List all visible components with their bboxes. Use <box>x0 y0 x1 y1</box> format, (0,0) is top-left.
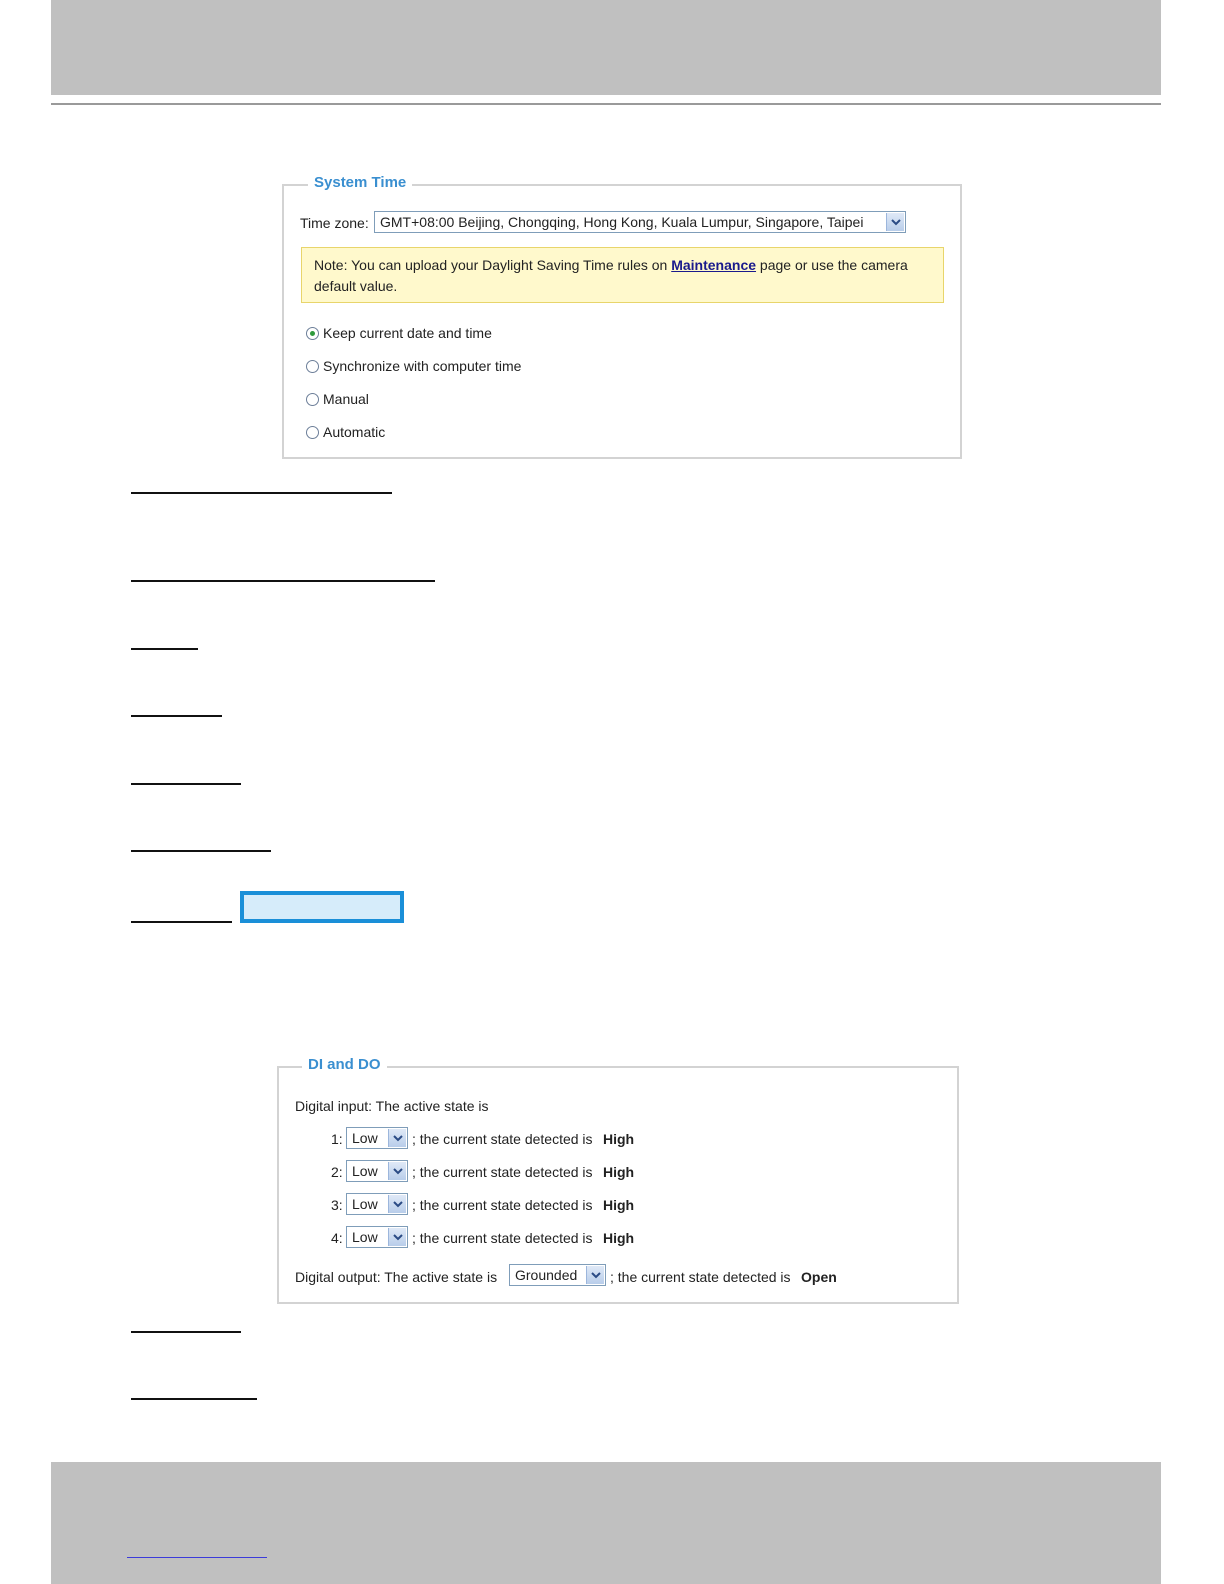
heading-underline <box>131 783 241 785</box>
chevron-down-icon[interactable] <box>388 1228 406 1246</box>
heading-underline <box>131 580 435 582</box>
dst-note-text: Note: You can upload your Daylight Saving Time rules on <box>314 257 672 273</box>
radio-unchecked-icon[interactable] <box>306 426 319 439</box>
system-time-legend <box>308 174 412 192</box>
radio-option-manual[interactable] <box>306 391 369 407</box>
radio-label: Automatic <box>323 424 386 440</box>
system-time-legend-text: System Time <box>314 174 407 191</box>
heading-underline <box>131 1331 241 1333</box>
radio-unchecked-icon[interactable] <box>306 393 319 406</box>
output-detected-text: ; the current state detected is <box>610 1269 791 1285</box>
detected-text: ; the current state detected is <box>412 1131 593 1147</box>
input-index: 2: <box>331 1164 343 1180</box>
dst-note-suffix: page or use the camera default value. <box>314 257 908 294</box>
input-4-state-select[interactable] <box>346 1226 408 1248</box>
select-value: Low <box>352 1163 378 1179</box>
radio-label: Keep current date and time <box>323 325 492 341</box>
output-detected-value: Open <box>801 1269 837 1285</box>
detected-value: High <box>603 1197 635 1213</box>
digital-input-label: Digital input: The active state is <box>295 1098 489 1114</box>
di-do-legend <box>302 1056 387 1074</box>
detected-text: ; the current state detected is <box>412 1164 593 1180</box>
heading-underline <box>131 850 271 852</box>
select-value: Low <box>352 1196 378 1212</box>
output-state-select[interactable] <box>509 1264 606 1286</box>
chevron-down-icon[interactable] <box>388 1195 406 1213</box>
input-index: 3: <box>331 1197 343 1213</box>
di-do-panel <box>277 1056 959 1304</box>
detected-text: ; the current state detected is <box>412 1230 593 1246</box>
input-2-state-select[interactable] <box>346 1160 408 1182</box>
heading-underline <box>131 492 392 494</box>
radio-checked-icon[interactable] <box>306 327 319 340</box>
radio-option-keep[interactable] <box>306 325 492 341</box>
radio-option-sync[interactable] <box>306 358 521 374</box>
radio-unchecked-icon[interactable] <box>306 360 319 373</box>
timezone-label: Time zone: <box>300 215 369 231</box>
select-value: Grounded <box>515 1267 578 1283</box>
input-3-state-select[interactable] <box>346 1193 408 1215</box>
detected-value: High <box>603 1164 635 1180</box>
chevron-down-icon[interactable] <box>388 1129 406 1147</box>
digital-output-label: Digital output: The active state is <box>295 1269 498 1285</box>
input-index: 4: <box>331 1230 343 1246</box>
heading-underline <box>131 1398 257 1400</box>
maintenance-link[interactable]: Maintenance <box>671 257 757 273</box>
page-footer-band <box>51 1462 1161 1584</box>
dst-note <box>301 247 944 303</box>
header-divider <box>51 103 1161 105</box>
select-value: Low <box>352 1229 378 1245</box>
di-do-legend-text: DI and DO <box>308 1056 381 1073</box>
timezone-select[interactable] <box>374 211 906 233</box>
input-index: 1: <box>331 1131 343 1147</box>
detected-value: High <box>603 1230 635 1246</box>
page-header-band <box>51 0 1161 95</box>
heading-underline <box>131 648 198 650</box>
heading-underline <box>131 921 232 923</box>
heading-underline <box>131 715 222 717</box>
radio-label: Synchronize with computer time <box>323 358 522 374</box>
timezone-select-value: GMT+08:00 Beijing, Chongqing, Hong Kong, Kuala Lumpur, Singapore, Taipei <box>380 214 864 230</box>
select-value: Low <box>352 1130 378 1146</box>
system-time-panel <box>282 174 962 459</box>
footer-link-underline[interactable] <box>127 1557 267 1558</box>
input-1-state-select[interactable] <box>346 1127 408 1149</box>
radio-label: Manual <box>323 391 369 407</box>
chevron-down-icon[interactable] <box>886 213 904 231</box>
chevron-down-icon[interactable] <box>388 1162 406 1180</box>
detected-value: High <box>603 1131 635 1147</box>
radio-option-automatic[interactable] <box>306 424 385 440</box>
highlight-box <box>240 891 404 923</box>
chevron-down-icon[interactable] <box>586 1266 604 1284</box>
detected-text: ; the current state detected is <box>412 1197 593 1213</box>
